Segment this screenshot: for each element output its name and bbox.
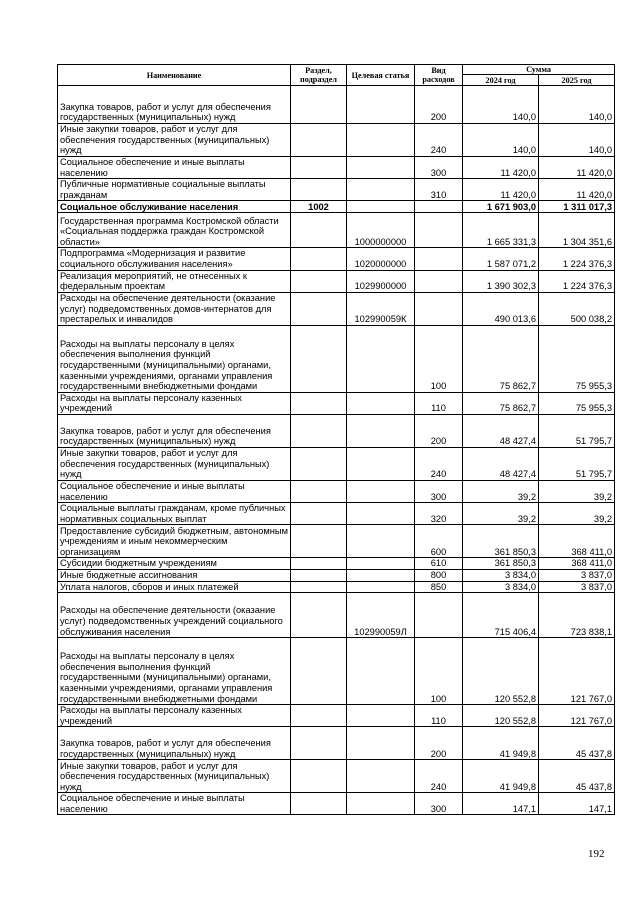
cell-type: 100 [415,325,463,392]
cell-type: 300 [415,480,463,502]
cell-section [291,760,347,793]
cell-target [347,86,415,124]
table-row [58,705,615,727]
cell-type [415,593,463,638]
cell-section [291,593,347,638]
cell-section: 1002 [291,201,347,213]
cell-name: Иные закупки товаров, работ и услуг для обеспечения государственных (муниципальных) нужд [58,447,291,480]
table-row [58,392,615,414]
cell-name: Иные закупки товаров, работ и услуг для обеспечения государственных (муниципальных) нужд [58,760,291,793]
cell-y2025: 51 795,7 [539,447,615,480]
table-row [58,480,615,502]
cell-section [291,270,347,292]
cell-y2024: 39,2 [463,480,539,502]
cell-target [347,179,415,201]
cell-section [291,157,347,179]
cell-name: Расходы на выплаты персоналу казенных учреждений [58,705,291,727]
cell-target [347,392,415,414]
cell-y2025: 368 411,0 [539,558,615,570]
table-body [58,86,615,815]
cell-target: 1029900000 [347,270,415,292]
cell-y2025: 723 838,1 [539,593,615,638]
cell-target: 102990059Л [347,593,415,638]
cell-section [291,392,347,414]
cell-target [347,705,415,727]
page-number: 192 [588,848,605,860]
cell-y2024: 140,0 [463,124,539,157]
cell-section [291,503,347,525]
cell-type [415,292,463,325]
cell-name: Расходы на выплаты персоналу в целях обеспечения выполнения функций государственными (муниципальными) органами, казенными учреждениями, органами управления государственными внебюджетными фондами [58,638,291,705]
cell-y2025: 368 411,0 [539,525,615,558]
cell-type: 200 [415,86,463,124]
cell-type: 110 [415,705,463,727]
cell-y2024: 120 552,8 [463,705,539,727]
header-target: Целевая статья [347,65,415,86]
cell-target [347,157,415,179]
table-row [58,638,615,705]
cell-name: Социальное обеспечение и иные выплаты населению [58,157,291,179]
cell-section [291,793,347,815]
cell-y2025: 140,0 [539,124,615,157]
cell-type: 240 [415,447,463,480]
cell-y2025: 1 224 376,3 [539,248,615,270]
cell-type: 110 [415,392,463,414]
cell-target: 102990059К [347,292,415,325]
header-2025: 2025 год [539,75,615,86]
cell-y2025: 39,2 [539,480,615,502]
cell-name: Подпрограмма «Модернизация и развитие социального обслуживания населения» [58,248,291,270]
table-row [58,292,615,325]
cell-y2025: 500 038,2 [539,292,615,325]
header-name: Наименование [58,65,291,86]
cell-y2025: 39,2 [539,503,615,525]
table-row [58,793,615,815]
cell-type: 100 [415,638,463,705]
cell-type: 300 [415,793,463,815]
cell-target [347,581,415,593]
table-row [58,179,615,201]
cell-section [291,569,347,581]
table-row [58,325,615,392]
cell-y2024: 48 427,4 [463,414,539,447]
cell-name: Социальное обеспечение и иные выплаты населению [58,793,291,815]
cell-name: Социальное обслуживание населения [58,201,291,213]
table-row [58,593,615,638]
cell-name: Закупка товаров, работ и услуг для обеспечения государственных (муниципальных) нужд [58,86,291,124]
cell-y2025: 45 437,8 [539,760,615,793]
cell-name: Социальное обеспечение и иные выплаты населению [58,480,291,502]
cell-y2025: 11 420,0 [539,157,615,179]
cell-section [291,248,347,270]
cell-y2024: 3 834,0 [463,581,539,593]
cell-target [347,558,415,570]
cell-type [415,213,463,248]
cell-section [291,325,347,392]
cell-y2025: 121 767,0 [539,705,615,727]
cell-name: Иные закупки товаров, работ и услуг для обеспечения государственных (муниципальных) нужд [58,124,291,157]
cell-type: 850 [415,581,463,593]
cell-name: Иные бюджетные ассигнования [58,569,291,581]
cell-target: 1020000000 [347,248,415,270]
cell-y2025: 1 224 376,3 [539,270,615,292]
cell-section [291,727,347,760]
cell-target [347,124,415,157]
cell-name: Уплата налогов, сборов и иных платежей [58,581,291,593]
cell-section [291,292,347,325]
cell-name: Публичные нормативные социальные выплаты гражданам [58,179,291,201]
table-row [58,157,615,179]
cell-name: Расходы на обеспечение деятельности (оказание услуг) подведомственных учреждений социального обслуживания населения [58,593,291,638]
cell-type [415,201,463,213]
cell-name: Субсидии бюджетным учреждениям [58,558,291,570]
cell-name: Закупка товаров, работ и услуг для обеспечения государственных (муниципальных) нужд [58,727,291,760]
cell-y2024: 361 850,3 [463,525,539,558]
cell-section [291,581,347,593]
cell-y2024: 39,2 [463,503,539,525]
cell-section [291,213,347,248]
table-row [58,414,615,447]
cell-target [347,414,415,447]
cell-section [291,638,347,705]
cell-section [291,447,347,480]
cell-y2024: 1 665 331,3 [463,213,539,248]
table-row [58,581,615,593]
cell-name: Расходы на выплаты персоналу казенных учреждений [58,392,291,414]
cell-type [415,248,463,270]
cell-y2024: 1 671 903,0 [463,201,539,213]
cell-type: 200 [415,414,463,447]
cell-target [347,503,415,525]
cell-type: 610 [415,558,463,570]
cell-y2025: 45 437,8 [539,727,615,760]
cell-y2025: 11 420,0 [539,179,615,201]
cell-y2024: 75 862,7 [463,325,539,392]
cell-name: Закупка товаров, работ и услуг для обеспечения государственных (муниципальных) нужд [58,414,291,447]
cell-y2024: 11 420,0 [463,179,539,201]
cell-target [347,569,415,581]
cell-target [347,793,415,815]
cell-y2025: 1 311 017,3 [539,201,615,213]
table-row [58,760,615,793]
table-row [58,569,615,581]
table-row [58,248,615,270]
cell-section [291,414,347,447]
table-row [58,558,615,570]
cell-target [347,760,415,793]
cell-y2025: 3 837,0 [539,569,615,581]
header-sum: Сумма [463,65,615,75]
cell-y2024: 48 427,4 [463,447,539,480]
cell-y2025: 51 795,7 [539,414,615,447]
cell-section [291,525,347,558]
cell-y2025: 75 955,3 [539,325,615,392]
cell-type: 240 [415,760,463,793]
cell-y2025: 1 304 351,6 [539,213,615,248]
cell-target: 1000000000 [347,213,415,248]
table-row [58,447,615,480]
cell-y2024: 1 390 302,3 [463,270,539,292]
cell-type: 200 [415,727,463,760]
cell-y2024: 41 949,8 [463,760,539,793]
cell-name: Расходы на обеспечение деятельности (оказание услуг) подведомственных домов-интернатов для престарелых и инвалидов [58,292,291,325]
cell-y2024: 41 949,8 [463,727,539,760]
cell-y2024: 120 552,8 [463,638,539,705]
cell-type: 300 [415,157,463,179]
cell-name: Социальные выплаты гражданам, кроме публичных нормативных социальных выплат [58,503,291,525]
cell-y2024: 11 420,0 [463,157,539,179]
cell-target [347,201,415,213]
cell-section [291,705,347,727]
table-row [58,86,615,124]
cell-y2024: 361 850,3 [463,558,539,570]
cell-section [291,179,347,201]
cell-y2024: 3 834,0 [463,569,539,581]
budget-table [57,64,615,815]
cell-type [415,270,463,292]
cell-section [291,124,347,157]
header-2024: 2024 год [463,75,539,86]
cell-y2025: 147,1 [539,793,615,815]
cell-y2025: 3 837,0 [539,581,615,593]
cell-name: Государственная программа Костромской области «Социальная поддержка граждан Костромской области» [58,213,291,248]
cell-y2025: 75 955,3 [539,392,615,414]
cell-y2024: 75 862,7 [463,392,539,414]
cell-y2024: 490 013,6 [463,292,539,325]
cell-type: 320 [415,503,463,525]
cell-y2024: 1 587 071,2 [463,248,539,270]
cell-type: 800 [415,569,463,581]
header-type: Вид расходов [415,65,463,86]
cell-name: Предоставление субсидий бюджетным, автономным учреждениям и иным некоммерческим организациям [58,525,291,558]
cell-target [347,525,415,558]
cell-section [291,558,347,570]
cell-section [291,86,347,124]
cell-target [347,447,415,480]
cell-type: 600 [415,525,463,558]
cell-y2024: 147,1 [463,793,539,815]
cell-y2024: 715 406,4 [463,593,539,638]
cell-target [347,727,415,760]
cell-target [347,325,415,392]
cell-name: Расходы на выплаты персоналу в целях обеспечения выполнения функций государственными (муниципальными) органами, казенными учреждениями, органами управления государственными внебюджетными фондами [58,325,291,392]
table-row [58,727,615,760]
cell-name: Реализация мероприятий, не отнесенных к федеральным проектам [58,270,291,292]
table-row [58,201,615,213]
cell-y2025: 121 767,0 [539,638,615,705]
cell-section [291,480,347,502]
table-row [58,270,615,292]
cell-target [347,638,415,705]
header-section: Раздел, подраздел [291,65,347,86]
table-row [58,503,615,525]
table-row [58,124,615,157]
cell-type: 240 [415,124,463,157]
table-row [58,213,615,248]
cell-target [347,480,415,502]
cell-y2024: 140,0 [463,86,539,124]
table-row [58,525,615,558]
cell-y2025: 140,0 [539,86,615,124]
cell-type: 310 [415,179,463,201]
